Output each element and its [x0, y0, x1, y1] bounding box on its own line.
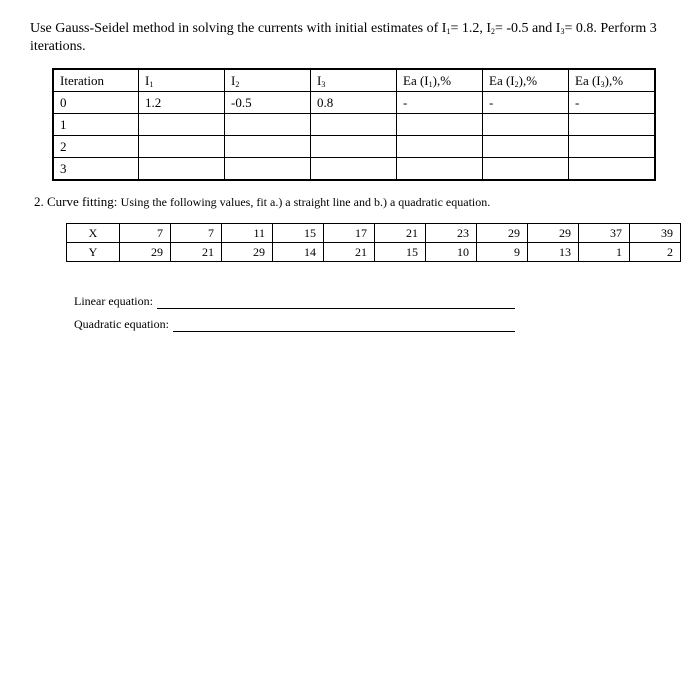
header-i1: $I_1$	[139, 69, 225, 92]
subscript-2: 2	[491, 27, 495, 36]
cell-i2[interactable]	[225, 114, 311, 136]
problem-2-text: Using the following values, fit a.) a straight line and b.) a quadratic equation.	[120, 195, 491, 209]
gauss-seidel-table	[52, 68, 656, 181]
x-value: 29	[477, 224, 528, 243]
subscript-1: 1	[446, 27, 451, 36]
cell-i2[interactable]: -0.5	[225, 92, 311, 114]
subscript-3: 3	[560, 27, 565, 36]
y-value: 15	[375, 243, 426, 262]
header-i3: $I_3$	[311, 69, 397, 92]
cell-iteration: 1	[53, 114, 139, 136]
cell-i3[interactable]: 0.8	[311, 92, 397, 114]
header-ea-i1: Ea $(I_1),\%$	[397, 69, 483, 92]
cell-ea3[interactable]: -	[569, 92, 656, 114]
y-value: 21	[171, 243, 222, 262]
quadratic-equation-label: Quadratic equation:	[74, 317, 169, 331]
cell-ea2[interactable]	[483, 136, 569, 158]
cell-ea1[interactable]	[397, 158, 483, 181]
cell-i2[interactable]	[225, 158, 311, 181]
problem-1-text-start: Use Gauss-Seidel method in solving the currents with initial estimates of I	[30, 21, 447, 36]
y-value: 13	[528, 243, 579, 262]
cell-i3[interactable]	[311, 114, 397, 136]
problem-1-text-mid1: = 1.2, I	[450, 21, 491, 36]
y-value: 2	[630, 243, 681, 262]
cell-ea1[interactable]	[397, 114, 483, 136]
cell-iteration: 2	[53, 136, 139, 158]
header-ea-i2: Ea $(I_2),\%$	[483, 69, 569, 92]
quadratic-equation-row	[74, 317, 515, 332]
x-value: 23	[426, 224, 477, 243]
y-value: 29	[222, 243, 273, 262]
cell-i2[interactable]	[225, 136, 311, 158]
cell-i3[interactable]	[311, 158, 397, 181]
cell-ea3[interactable]	[569, 114, 656, 136]
cell-i1[interactable]	[139, 114, 225, 136]
x-value: 15	[273, 224, 324, 243]
curve-fitting-table	[66, 223, 681, 262]
gs-header-row	[53, 69, 655, 92]
gs-row-3	[53, 158, 655, 181]
x-value: 7	[171, 224, 222, 243]
y-value: 29	[120, 243, 171, 262]
x-value: 21	[375, 224, 426, 243]
y-label: Y	[67, 243, 120, 262]
linear-equation-label: Linear equation:	[74, 294, 153, 308]
x-value: 17	[324, 224, 375, 243]
problem-1-statement	[30, 20, 680, 56]
x-row	[67, 224, 681, 243]
x-value: 39	[630, 224, 681, 243]
cell-ea2[interactable]	[483, 114, 569, 136]
problem-1-text-end: = 0.8. Perform 3 iterations.	[30, 21, 657, 54]
cell-i1[interactable]	[139, 158, 225, 181]
x-value: 37	[579, 224, 630, 243]
y-value: 1	[579, 243, 630, 262]
y-row	[67, 243, 681, 262]
problem-2-prefix: 2. Curve fitting:	[34, 194, 118, 209]
cell-i1[interactable]	[139, 136, 225, 158]
cell-iteration: 3	[53, 158, 139, 181]
y-value: 9	[477, 243, 528, 262]
quadratic-equation-blank[interactable]	[173, 318, 515, 332]
y-value: 21	[324, 243, 375, 262]
x-value: 11	[222, 224, 273, 243]
cell-ea1[interactable]: -	[397, 92, 483, 114]
cell-ea3[interactable]	[569, 158, 656, 181]
cell-ea1[interactable]	[397, 136, 483, 158]
cell-ea3[interactable]	[569, 136, 656, 158]
header-i2: $I_2$	[225, 69, 311, 92]
x-value: 29	[528, 224, 579, 243]
header-ea-i3: Ea $(I_3),\%$	[569, 69, 656, 92]
cell-i3[interactable]	[311, 136, 397, 158]
y-value: 10	[426, 243, 477, 262]
y-value: 14	[273, 243, 324, 262]
cell-ea2[interactable]: -	[483, 92, 569, 114]
header-iteration: Iteration	[53, 69, 139, 92]
linear-equation-blank[interactable]	[157, 295, 515, 309]
x-value: 7	[120, 224, 171, 243]
problem-1-text-mid2: = -0.5 and I	[495, 21, 561, 36]
problem-2-statement	[34, 193, 490, 211]
gs-row-2	[53, 136, 655, 158]
cell-i1[interactable]: 1.2	[139, 92, 225, 114]
cell-iteration: 0	[53, 92, 139, 114]
gs-row-1	[53, 114, 655, 136]
cell-ea2[interactable]	[483, 158, 569, 181]
linear-equation-row	[74, 294, 515, 309]
x-label: X	[67, 224, 120, 243]
gs-row-0	[53, 92, 655, 114]
